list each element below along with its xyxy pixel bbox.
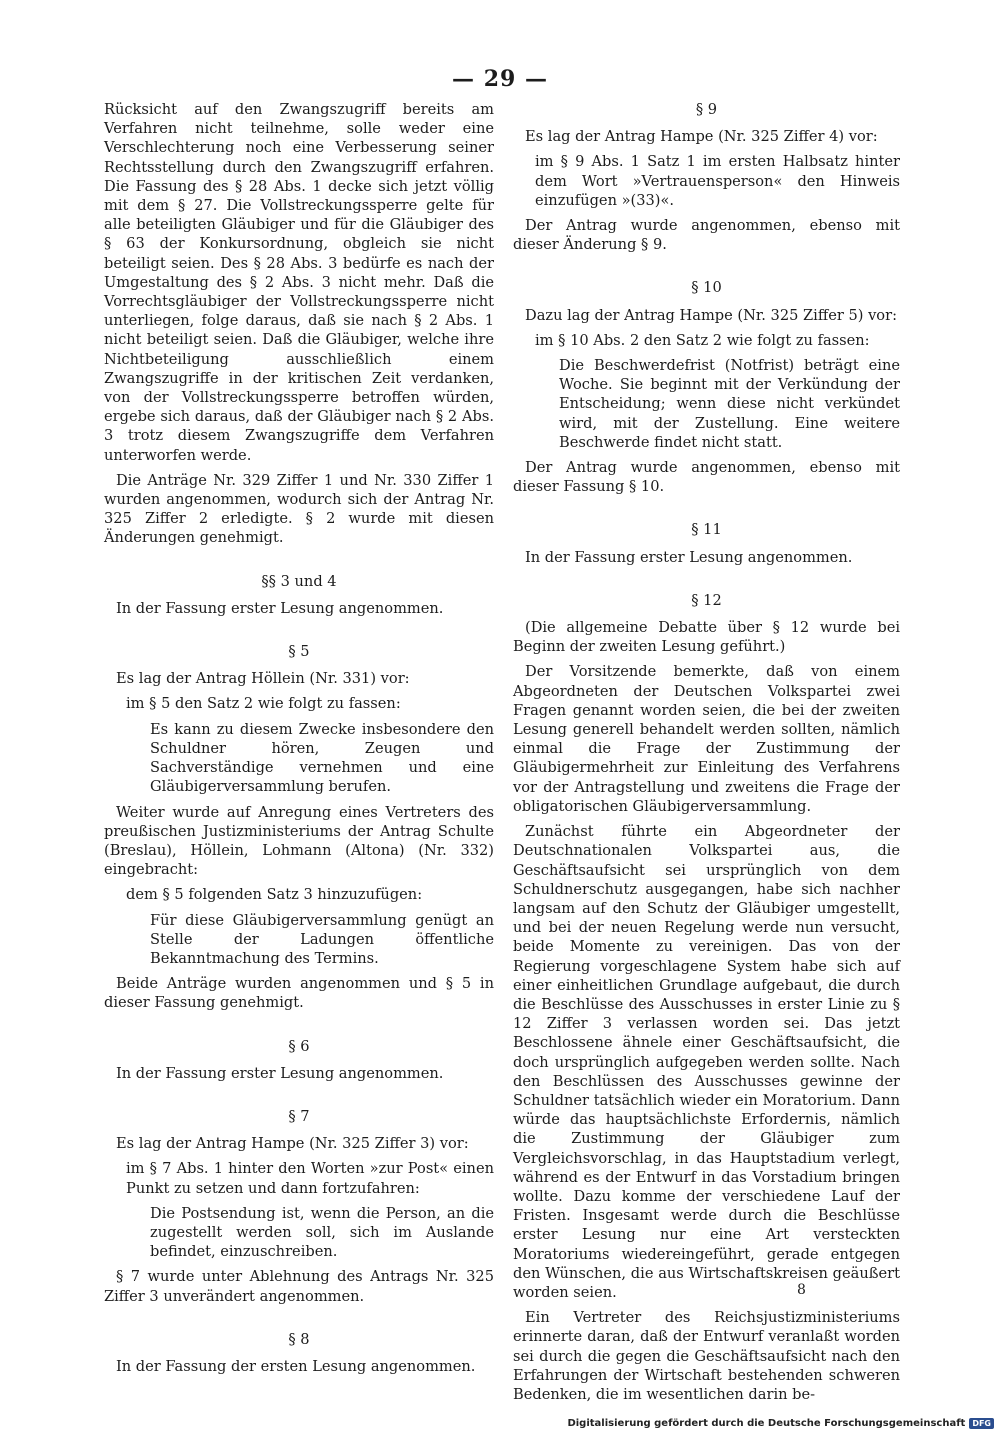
- paragraph: § 7 wurde unter Ablehnung des Antrags Nr. 325 Ziffer 3 unverändert angenommen.: [104, 1268, 494, 1305]
- motion-instruction: im § 5 den Satz 2 wie folgt zu fassen:: [126, 695, 401, 713]
- section-heading: § 8: [288, 1330, 310, 1348]
- section-heading: §§ 3 und 4: [261, 572, 337, 590]
- section-heading: § 7: [288, 1107, 310, 1125]
- section-heading: § 5: [288, 643, 310, 661]
- paragraph: Zunächst führte ein Abgeordneter der Deutschnationalen Volkspartei aus, die Geschäftsaufsicht sei ursprünglich von dem Schuldnerschutz ausgegangen, habe sich nachher langsam auf den Schutz der Gläubiger umgestellt, und bei der neuen Regelung werde nun versucht, beide Momente zu vereinigen. Das von der Regierung vorgeschlagene System habe sich auf einer einheitlichen Grundlage aufgebaut, die durch die Beschlüsse des Ausschusses in erster Linie zu § 12 Ziffer 3 verlassen worden sei. Das jetzt Beschlossene ähnele einer Geschäftsaufsicht, die doch ursprünglich aufgegeben werden sollte. Nach den Beschlüssen des Ausschusses gewinne der Schuldner tatsächlich wieder ein Moratorium. Dann würde das hauptsächlichste Erfordernis, nämlich die Zustimmung der Gläubiger zum Vergleichsvorschlag, in das Hauptstadium verlegt, während es der Entwurf in das Vorstadium bringen wollte. Dazu komme der verschiedene Lauf der Fristen. Insgesamt werde durch die Beschlüsse erster Lesung nur eine Art versteckten Moratoriums wiedereingeführt, gerade entgegen den Wünschen, die aus Wirtschaftskreisen geäußert worden seien.: [513, 823, 900, 1301]
- paragraph: Es lag der Antrag Hampe (Nr. 325 Ziffer 4) vor:: [525, 128, 878, 146]
- motion-text: Die Beschwerdefrist (Notfrist) beträgt eine Woche. Sie beginnt mit der Verkündung der Entscheidung; wenn diese nicht verkündet wird, mit der Zustellung. Eine weitere Beschwerde findet nicht statt.: [559, 357, 900, 451]
- section-heading: § 6: [288, 1037, 310, 1055]
- motion-text: Für diese Gläubigerversammlung genügt an Stelle der Ladungen öffentliche Bekanntmachung des Termins.: [150, 911, 494, 967]
- paragraph: Rücksicht auf den Zwangszugriff bereits am Verfahren nicht teilnehme, solle weder eine Verschlechterung noch eine Verbesserung seiner Rechtsstellung durch den Zwangszugriff erfahren. Die Fassung des § 28 Abs. 1 decke sich jetzt völlig mit dem § 27. Die Vollstreckungssperre gelte für alle beteiligten Gläubiger und für die Gläubiger des § 63 der Konkursordnung, obgleich sie nicht beteiligt seien. Des § 28 Abs. 3 bedürfe es nach der Umgestaltung des § 2 Abs. 3 nicht mehr. Daß die Vorrechtsgläubiger der Vollstreckungssperre nicht unterliegen, folge daraus, daß sie nach § 2 Abs. 1 nicht beteiligt seien. Daß die Gläubiger, welche ihre Nichtbeteiligung ausschließlich einem Zwangszugriffe in der kritischen Zeit verdanken, von der Vollstreckungssperre betroffen würden, ergebe sich daraus, daß der Gläubiger nach § 2 Abs. 3 trotz diesem Zwangszugriffe dem Verfahren unterworfen werde.: [104, 101, 494, 464]
- paragraph: Weiter wurde auf Anregung eines Vertreters des preußischen Justizministeriums der Antrag Schulte (Breslau), Höllein, Lohmann (Altona) (Nr. 332) eingebracht:: [104, 803, 494, 879]
- paragraph: Beide Anträge wurden angenommen und § 5 in dieser Fassung genehmigt.: [104, 975, 494, 1012]
- paragraph: Der Antrag wurde angenommen, ebenso mit dieser Fassung § 10.: [513, 459, 900, 496]
- paragraph: Der Antrag wurde angenommen, ebenso mit dieser Änderung § 9.: [513, 217, 900, 254]
- paragraph: In der Fassung erster Lesung angenommen.: [525, 548, 853, 566]
- right-column: [513, 100, 900, 1410]
- paragraph: In der Fassung erster Lesung angenommen.: [116, 599, 444, 617]
- paragraph: Die Anträge Nr. 329 Ziffer 1 und Nr. 330 Ziffer 1 wurden angenommen, wodurch sich der Antrag Nr. 325 Ziffer 2 erledigte. § 2 wurde mit diesen Änderungen genehmigt.: [104, 471, 494, 547]
- paragraph: Ein Vertreter des Reichsjustizministeriums erinnerte daran, daß der Entwurf veranlaßt worden sei durch die gegen die Geschäftsaufsicht nach den Erfahrungen der Wirtschaft bestehenden schweren Bedenken, die im wesentlichen darin be-: [513, 1309, 900, 1403]
- paragraph: In der Fassung erster Lesung angenommen.: [116, 1064, 444, 1082]
- paragraph: In der Fassung der ersten Lesung angenommen.: [116, 1357, 476, 1375]
- funding-credit-text: Digitalisierung gefördert durch die Deutsche Forschungsgemeinschaft: [567, 1418, 966, 1429]
- motion-instruction: im § 9 Abs. 1 Satz 1 im ersten Halbsatz hinter dem Wort »Vertrauensperson« den Hinweis einzufügen »(33)«.: [535, 153, 900, 209]
- section-heading: § 9: [695, 101, 718, 118]
- signature-number: 8: [797, 1282, 806, 1298]
- paragraph: Dazu lag der Antrag Hampe (Nr. 325 Ziffer 5) vor:: [525, 306, 897, 324]
- motion-instruction: dem § 5 folgenden Satz 3 hinzuzufügen:: [126, 886, 423, 904]
- motion-text: Es kann zu diesem Zwecke insbesondere den Schuldner hören, Zeugen und Sachverständige vernehmen und eine Gläubigerversammlung berufen.: [150, 720, 494, 796]
- paragraph: Es lag der Antrag Höllein (Nr. 331) vor:: [116, 670, 410, 688]
- left-column: [104, 100, 494, 1382]
- paragraph: Der Vorsitzende bemerkte, daß von einem Abgeordneten der Deutschen Volkspartei zwei Fragen genannt worden seien, die bei der zweiten Lesung generell behandelt werden sollten, nämlich einmal die Frage der Zustimmung der Gläubigermehrheit zur Einleitung des Verfahrens vor der Antragstellung und zweitens die Frage der obligatorischen Gläubigerversammlung.: [513, 663, 900, 815]
- section-heading: § 10: [691, 279, 722, 297]
- motion-text: Die Postsendung ist, wenn die Person, an die zugestellt werden soll, sich im Auslande befindet, einzuschreiben.: [150, 1204, 494, 1261]
- motion-instruction: im § 7 Abs. 1 hinter den Worten »zur Post« einen Punkt zu setzen und dann fortzufahren:: [126, 1160, 494, 1197]
- funding-credit: [567, 1418, 994, 1429]
- motion-instruction: im § 10 Abs. 2 den Satz 2 wie folgt zu fassen:: [535, 331, 870, 349]
- section-heading: § 11: [691, 521, 722, 539]
- paragraph: Es lag der Antrag Hampe (Nr. 325 Ziffer 3) vor:: [116, 1135, 469, 1153]
- section-heading: § 12: [691, 591, 722, 609]
- page-number: — 29 —: [452, 66, 548, 92]
- paragraph: (Die allgemeine Debatte über § 12 wurde bei Beginn der zweiten Lesung geführt.): [513, 619, 900, 656]
- dfg-logo-icon: DFG: [969, 1418, 994, 1429]
